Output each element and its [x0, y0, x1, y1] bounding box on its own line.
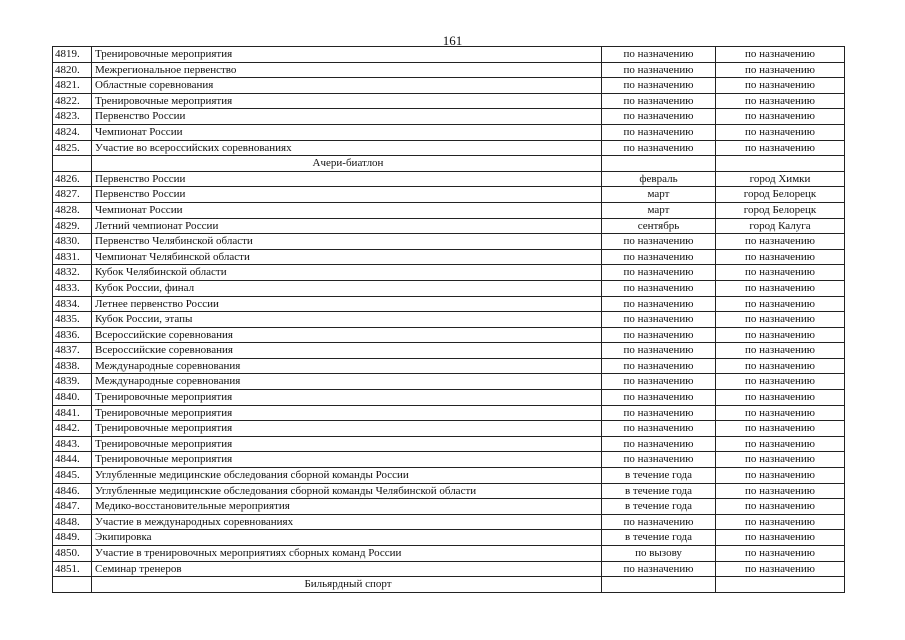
- timing-cell: март: [602, 202, 716, 218]
- location-cell: по назначению: [716, 296, 845, 312]
- event-name-cell: Всероссийские соревнования: [92, 327, 602, 343]
- row-number-cell: 4835.: [53, 312, 92, 328]
- event-name-cell: Летнее первенство России: [92, 296, 602, 312]
- timing-cell: по назначению: [602, 109, 716, 125]
- timing-cell: сентябрь: [602, 218, 716, 234]
- event-name-cell: Участие в международных соревнованиях: [92, 514, 602, 530]
- table-row: [53, 312, 845, 328]
- row-number-cell: 4850.: [53, 546, 92, 562]
- table-row: [53, 374, 845, 390]
- row-number-cell: 4848.: [53, 514, 92, 530]
- timing-cell: по назначению: [602, 390, 716, 406]
- table-row: [53, 436, 845, 452]
- event-name-cell: Областные соревнования: [92, 78, 602, 94]
- location-cell: [716, 577, 845, 593]
- location-cell: по назначению: [716, 421, 845, 437]
- location-cell: по назначению: [716, 93, 845, 109]
- event-name-cell: Медико-восстановительные мероприятия: [92, 499, 602, 515]
- timing-cell: по назначению: [602, 93, 716, 109]
- timing-cell: по вызову: [602, 546, 716, 562]
- timing-cell: по назначению: [602, 561, 716, 577]
- row-number-cell: 4825.: [53, 140, 92, 156]
- timing-cell: февраль: [602, 171, 716, 187]
- location-cell: по назначению: [716, 499, 845, 515]
- row-number-cell: 4840.: [53, 390, 92, 406]
- row-number-cell: 4833.: [53, 280, 92, 296]
- location-cell: по назначению: [716, 109, 845, 125]
- table-row: [53, 218, 845, 234]
- location-cell: по назначению: [716, 530, 845, 546]
- location-cell: город Белорецк: [716, 202, 845, 218]
- table-row: [53, 405, 845, 421]
- row-number-cell: 4844.: [53, 452, 92, 468]
- event-name-cell: Участие во всероссийских соревнованиях: [92, 140, 602, 156]
- event-name-cell: Чемпионат Челябинской области: [92, 249, 602, 265]
- table-row: [53, 468, 845, 484]
- page-number: 161: [442, 33, 463, 48]
- table-row: [53, 234, 845, 250]
- event-name-cell: Тренировочные мероприятия: [92, 452, 602, 468]
- event-name-cell: Первенство России: [92, 109, 602, 125]
- table-row: [53, 78, 845, 94]
- row-number-cell: 4830.: [53, 234, 92, 250]
- timing-cell: по назначению: [602, 327, 716, 343]
- location-cell: по назначению: [716, 327, 845, 343]
- table-row: [53, 93, 845, 109]
- row-number-cell: [53, 156, 92, 172]
- table-row: [53, 202, 845, 218]
- table-row: [53, 265, 845, 281]
- location-cell: город Белорецк: [716, 187, 845, 203]
- timing-cell: [602, 577, 716, 593]
- section-header-row: [53, 577, 845, 593]
- location-cell: по назначению: [716, 405, 845, 421]
- timing-cell: по назначению: [602, 296, 716, 312]
- event-name-cell: Летний чемпионат России: [92, 218, 602, 234]
- timing-cell: по назначению: [602, 140, 716, 156]
- row-number-cell: 4842.: [53, 421, 92, 437]
- row-number-cell: 4819.: [53, 47, 92, 63]
- event-name-cell: Участие в тренировочных мероприятиях сборных команд России: [92, 546, 602, 562]
- timing-cell: по назначению: [602, 514, 716, 530]
- event-name-cell: Тренировочные мероприятия: [92, 405, 602, 421]
- events-table: [52, 46, 845, 593]
- row-number-cell: 4828.: [53, 202, 92, 218]
- row-number-cell: 4841.: [53, 405, 92, 421]
- event-name-cell: Тренировочные мероприятия: [92, 436, 602, 452]
- table-row: [53, 343, 845, 359]
- table-row: [53, 421, 845, 437]
- event-name-cell: Кубок России, этапы: [92, 312, 602, 328]
- event-name-cell: Кубок Челябинской области: [92, 265, 602, 281]
- row-number-cell: 4837.: [53, 343, 92, 359]
- table-row: [53, 296, 845, 312]
- location-cell: по назначению: [716, 358, 845, 374]
- location-cell: по назначению: [716, 249, 845, 265]
- timing-cell: в течение года: [602, 468, 716, 484]
- timing-cell: в течение года: [602, 499, 716, 515]
- timing-cell: по назначению: [602, 312, 716, 328]
- table-row: [53, 249, 845, 265]
- row-number-cell: 4834.: [53, 296, 92, 312]
- section-header-row: [53, 156, 845, 172]
- row-number-cell: 4827.: [53, 187, 92, 203]
- row-number-cell: 4823.: [53, 109, 92, 125]
- timing-cell: по назначению: [602, 421, 716, 437]
- row-number-cell: 4851.: [53, 561, 92, 577]
- location-cell: по назначению: [716, 47, 845, 63]
- row-number-cell: 4822.: [53, 93, 92, 109]
- row-number-cell: 4829.: [53, 218, 92, 234]
- table-row: [53, 358, 845, 374]
- event-name-cell: Тренировочные мероприятия: [92, 47, 602, 63]
- row-number-cell: 4824.: [53, 124, 92, 140]
- location-cell: по назначению: [716, 483, 845, 499]
- event-name-cell: Тренировочные мероприятия: [92, 93, 602, 109]
- event-name-cell: Международные соревнования: [92, 374, 602, 390]
- timing-cell: [602, 156, 716, 172]
- timing-cell: по назначению: [602, 62, 716, 78]
- event-name-cell: Семинар тренеров: [92, 561, 602, 577]
- event-name-cell: Кубок России, финал: [92, 280, 602, 296]
- location-cell: по назначению: [716, 234, 845, 250]
- location-cell: [716, 156, 845, 172]
- event-name-cell: Всероссийские соревнования: [92, 343, 602, 359]
- table-row: [53, 499, 845, 515]
- event-name-cell: Межрегиональное первенство: [92, 62, 602, 78]
- location-cell: по назначению: [716, 140, 845, 156]
- timing-cell: по назначению: [602, 249, 716, 265]
- event-name-cell: Первенство Челябинской области: [92, 234, 602, 250]
- event-name-cell: Чемпионат России: [92, 202, 602, 218]
- timing-cell: по назначению: [602, 358, 716, 374]
- table-row: [53, 47, 845, 63]
- event-name-cell: Первенство России: [92, 171, 602, 187]
- location-cell: по назначению: [716, 390, 845, 406]
- event-name-cell: Углубленные медицинские обследования сборной команды России: [92, 468, 602, 484]
- location-cell: по назначению: [716, 468, 845, 484]
- section-title-cell: Бильярдный спорт: [92, 577, 602, 593]
- location-cell: город Химки: [716, 171, 845, 187]
- table-row: [53, 530, 845, 546]
- event-name-cell: Первенство России: [92, 187, 602, 203]
- location-cell: по назначению: [716, 78, 845, 94]
- location-cell: по назначению: [716, 374, 845, 390]
- location-cell: по назначению: [716, 265, 845, 281]
- table-row: [53, 390, 845, 406]
- timing-cell: по назначению: [602, 280, 716, 296]
- timing-cell: по назначению: [602, 78, 716, 94]
- table-row: [53, 452, 845, 468]
- table-row: [53, 187, 845, 203]
- table-row: [53, 327, 845, 343]
- table-row: [53, 140, 845, 156]
- row-number-cell: 4821.: [53, 78, 92, 94]
- timing-cell: по назначению: [602, 234, 716, 250]
- timing-cell: март: [602, 187, 716, 203]
- row-number-cell: 4820.: [53, 62, 92, 78]
- event-name-cell: Экипировка: [92, 530, 602, 546]
- table-row: [53, 483, 845, 499]
- event-name-cell: Углубленные медицинские обследования сборной команды Челябинской области: [92, 483, 602, 499]
- location-cell: по назначению: [716, 343, 845, 359]
- table-row: [53, 546, 845, 562]
- location-cell: по назначению: [716, 514, 845, 530]
- table-row: [53, 124, 845, 140]
- row-number-cell: 4826.: [53, 171, 92, 187]
- location-cell: по назначению: [716, 62, 845, 78]
- row-number-cell: 4832.: [53, 265, 92, 281]
- row-number-cell: [53, 577, 92, 593]
- row-number-cell: 4843.: [53, 436, 92, 452]
- event-name-cell: Тренировочные мероприятия: [92, 421, 602, 437]
- table-row: [53, 514, 845, 530]
- table-row: [53, 62, 845, 78]
- row-number-cell: 4845.: [53, 468, 92, 484]
- timing-cell: по назначению: [602, 374, 716, 390]
- row-number-cell: 4831.: [53, 249, 92, 265]
- location-cell: по назначению: [716, 312, 845, 328]
- timing-cell: по назначению: [602, 343, 716, 359]
- location-cell: по назначению: [716, 124, 845, 140]
- events-table-body: [53, 47, 845, 593]
- section-title-cell: Ачери-биатлон: [92, 156, 602, 172]
- location-cell: по назначению: [716, 436, 845, 452]
- timing-cell: по назначению: [602, 405, 716, 421]
- table-row: [53, 171, 845, 187]
- table-row: [53, 561, 845, 577]
- timing-cell: по назначению: [602, 124, 716, 140]
- timing-cell: по назначению: [602, 452, 716, 468]
- event-name-cell: Международные соревнования: [92, 358, 602, 374]
- location-cell: по назначению: [716, 280, 845, 296]
- row-number-cell: 4839.: [53, 374, 92, 390]
- event-name-cell: Чемпионат России: [92, 124, 602, 140]
- row-number-cell: 4846.: [53, 483, 92, 499]
- timing-cell: по назначению: [602, 47, 716, 63]
- timing-cell: в течение года: [602, 483, 716, 499]
- timing-cell: по назначению: [602, 436, 716, 452]
- event-name-cell: Тренировочные мероприятия: [92, 390, 602, 406]
- timing-cell: в течение года: [602, 530, 716, 546]
- row-number-cell: 4838.: [53, 358, 92, 374]
- table-row: [53, 109, 845, 125]
- row-number-cell: 4847.: [53, 499, 92, 515]
- location-cell: по назначению: [716, 561, 845, 577]
- table-row: [53, 280, 845, 296]
- row-number-cell: 4836.: [53, 327, 92, 343]
- location-cell: по назначению: [716, 546, 845, 562]
- timing-cell: по назначению: [602, 265, 716, 281]
- row-number-cell: 4849.: [53, 530, 92, 546]
- location-cell: по назначению: [716, 452, 845, 468]
- location-cell: город Калуга: [716, 218, 845, 234]
